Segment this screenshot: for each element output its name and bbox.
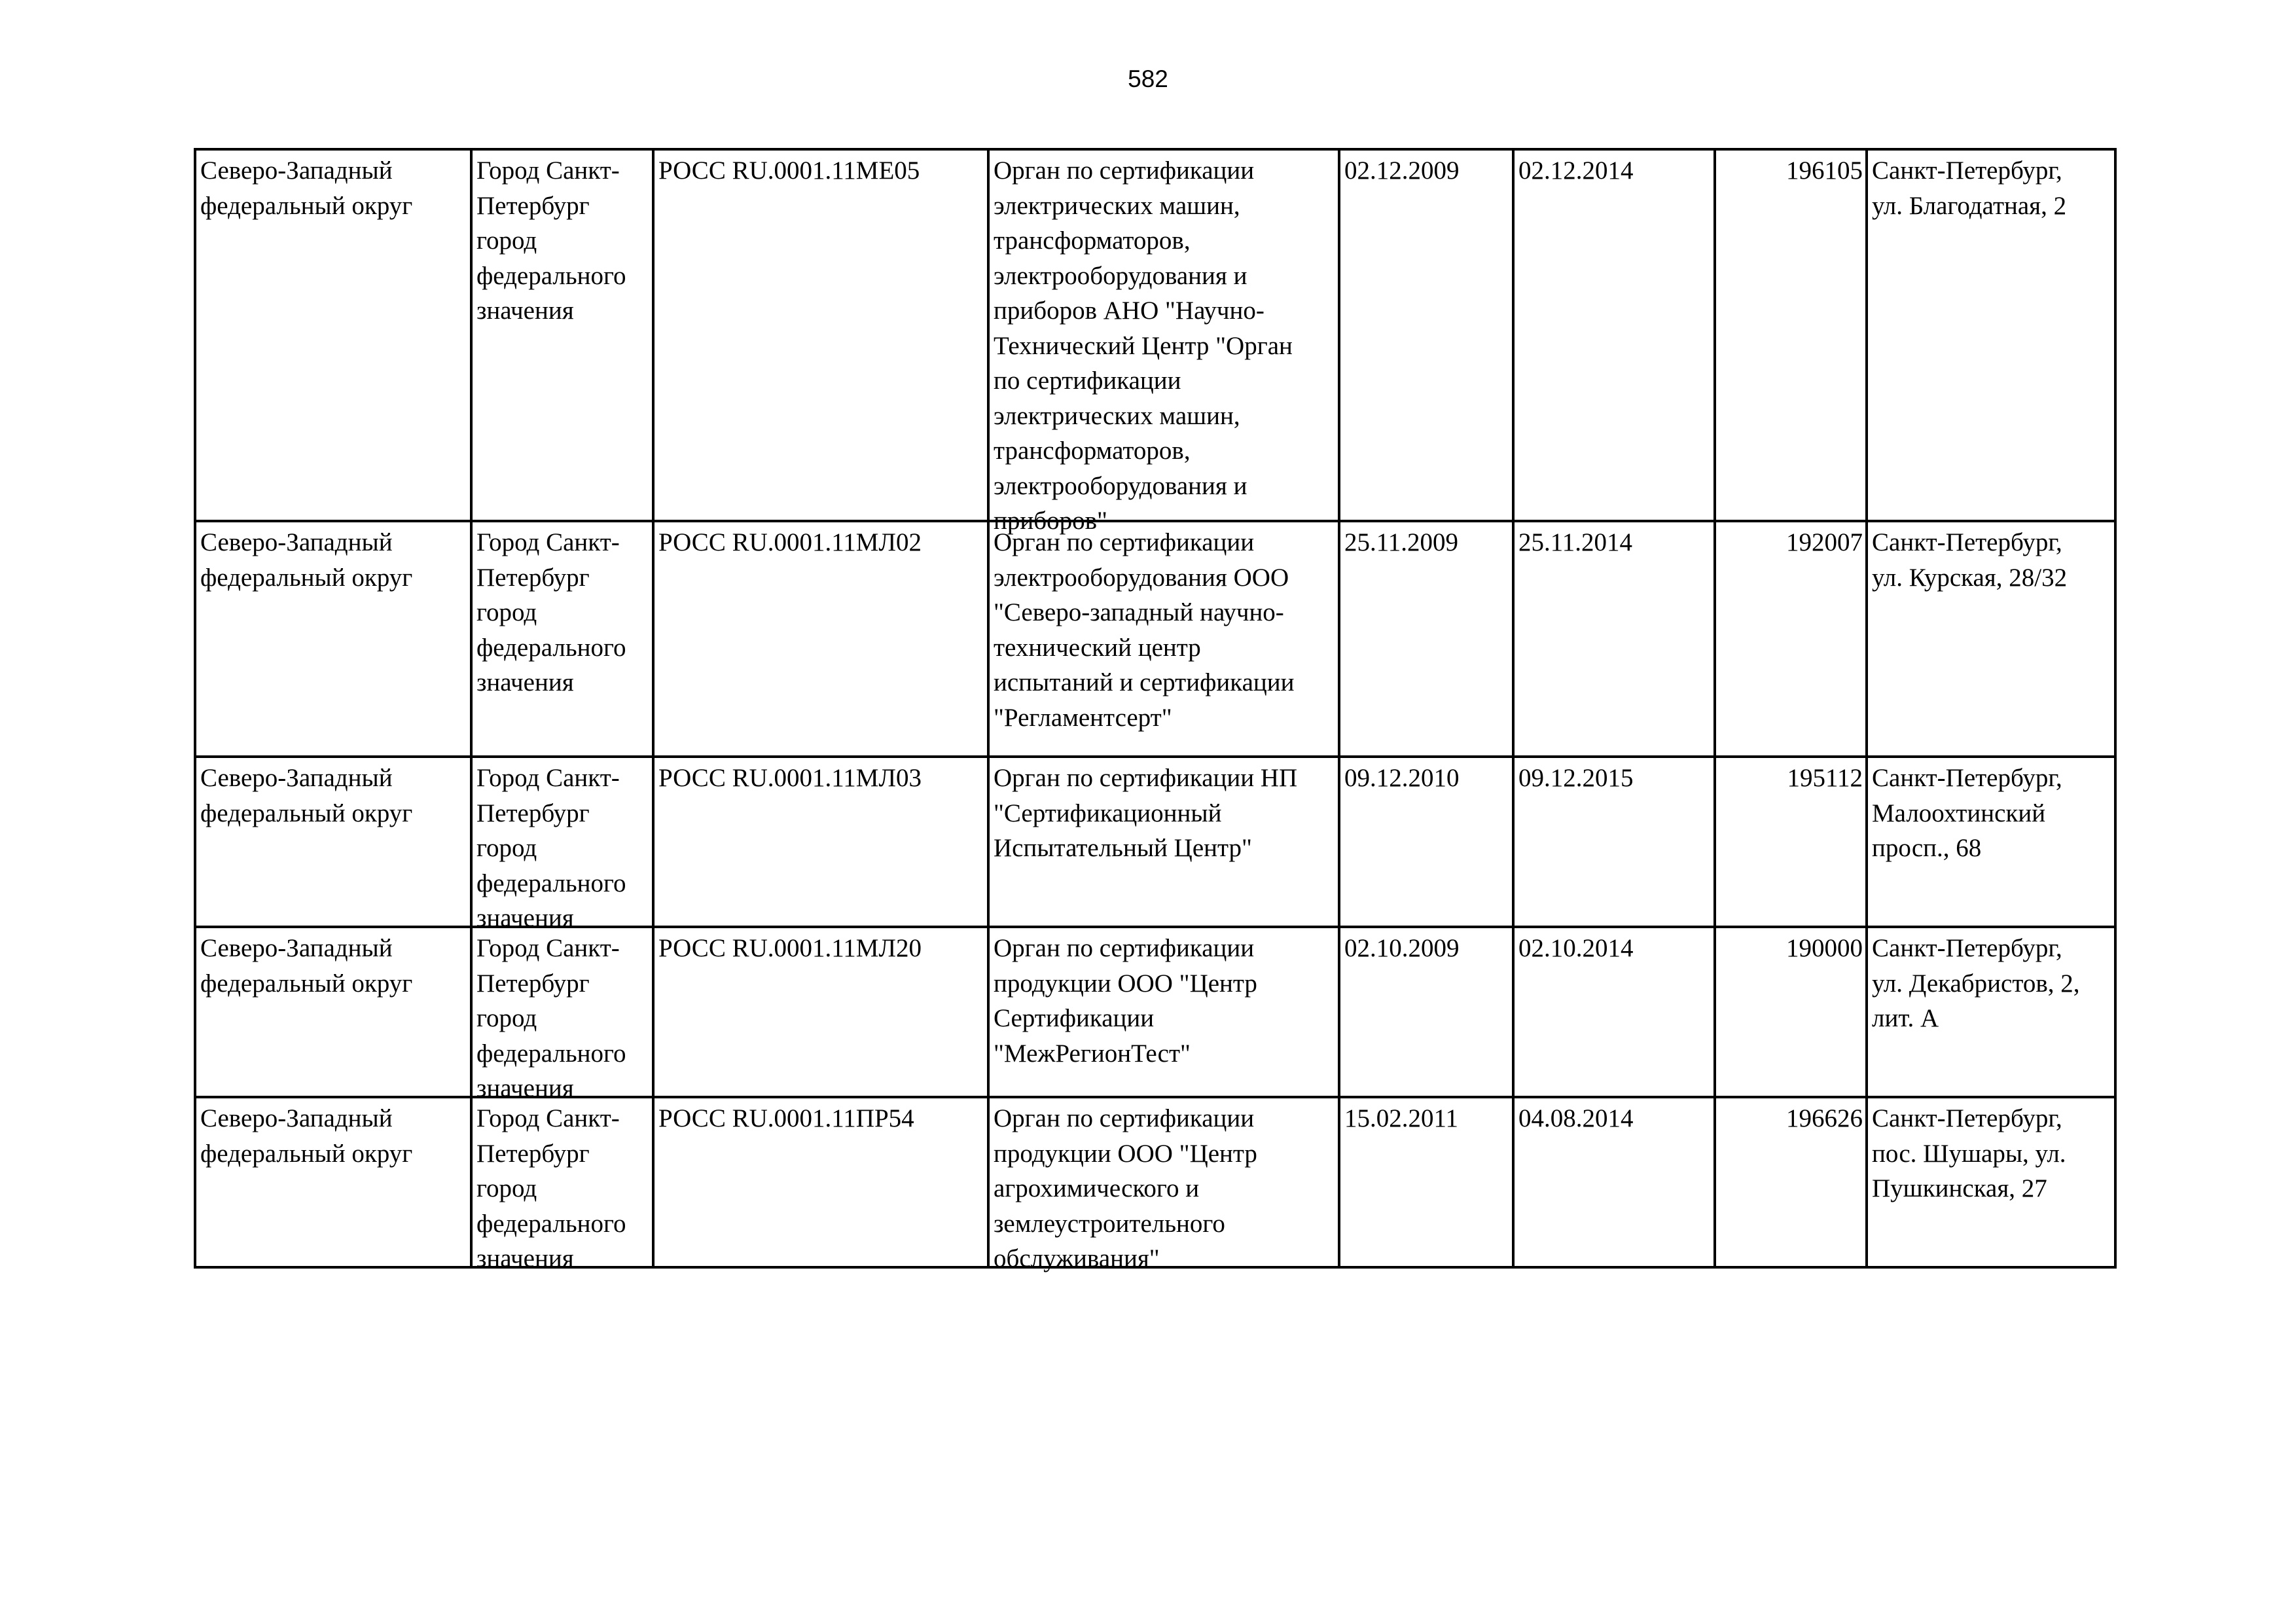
district-cell: Северо-Западный федеральный округ	[195, 927, 471, 1097]
postal-index-cell: 196626	[1715, 1097, 1867, 1267]
date-from-cell: 09.12.2010	[1339, 757, 1513, 927]
registration-number-cell: РОСС RU.0001.11ПР54	[653, 1097, 988, 1267]
region-cell: Город Санкт- Петербург город федерального значения	[471, 757, 653, 927]
registration-number-cell: РОСС RU.0001.11МЕ05	[653, 149, 988, 521]
organization-cell: Орган по сертификации НП "Сертификационный Испытательный Центр"	[988, 757, 1339, 927]
region-cell: Город Санкт- Петербург город федерального значения	[471, 149, 653, 521]
date-to-cell: 25.11.2014	[1513, 521, 1715, 757]
region-cell: Город Санкт- Петербург город федерального значения	[471, 927, 653, 1097]
postal-index-cell: 190000	[1715, 927, 1867, 1097]
organization-cell: Орган по сертификации электрических машин, трансформаторов, электрооборудования и приборов АНО "Научно- Технический Центр "Орган по сертификации электрических машин, трансформаторов, электрооборудования и приборов"	[988, 149, 1339, 521]
table-row	[195, 757, 2115, 927]
region-cell: Город Санкт- Петербург город федерального значения	[471, 1097, 653, 1267]
date-from-cell: 15.02.2011	[1339, 1097, 1513, 1267]
organization-cell: Орган по сертификации продукции ООО "Центр агрохимического и землеустроительного обслуживания"	[988, 1097, 1339, 1267]
organization-cell: Орган по сертификации продукции ООО "Центр Сертификации "МежРегионТест"	[988, 927, 1339, 1097]
registration-number-cell: РОСС RU.0001.11МЛ20	[653, 927, 988, 1097]
date-to-cell: 02.12.2014	[1513, 149, 1715, 521]
table-row	[195, 927, 2115, 1097]
registration-number-cell: РОСС RU.0001.11МЛ03	[653, 757, 988, 927]
address-cell: Санкт-Петербург, ул. Благодатная, 2	[1867, 149, 2115, 521]
date-from-cell: 02.10.2009	[1339, 927, 1513, 1097]
page-number: 582	[1128, 65, 1168, 92]
address-cell: Санкт-Петербург, ул. Курская, 28/32	[1867, 521, 2115, 757]
address-cell: Санкт-Петербург, Малоохтинский просп., 68	[1867, 757, 2115, 927]
address-cell: Санкт-Петербург, пос. Шушары, ул. Пушкинская, 27	[1867, 1097, 2115, 1267]
district-cell: Северо-Западный федеральный округ	[195, 1097, 471, 1267]
date-to-cell: 09.12.2015	[1513, 757, 1715, 927]
date-to-cell: 04.08.2014	[1513, 1097, 1715, 1267]
district-cell: Северо-Западный федеральный округ	[195, 149, 471, 521]
postal-index-cell: 192007	[1715, 521, 1867, 757]
registration-number-cell: РОСС RU.0001.11МЛ02	[653, 521, 988, 757]
region-cell: Город Санкт- Петербург город федерального значения	[471, 521, 653, 757]
date-from-cell: 25.11.2009	[1339, 521, 1513, 757]
district-cell: Северо-Западный федеральный округ	[195, 757, 471, 927]
table-row	[195, 1097, 2115, 1267]
district-cell: Северо-Западный федеральный округ	[195, 521, 471, 757]
date-from-cell: 02.12.2009	[1339, 149, 1513, 521]
table-row	[195, 149, 2115, 521]
certification-registry-table	[194, 148, 2117, 1272]
address-cell: Санкт-Петербург, ул. Декабристов, 2, лит. А	[1867, 927, 2115, 1097]
postal-index-cell: 196105	[1715, 149, 1867, 521]
table-row	[195, 521, 2115, 757]
postal-index-cell: 195112	[1715, 757, 1867, 927]
organization-cell: Орган по сертификации электрооборудования ООО "Северо-западный научно- технический центр испытаний и сертификации "Регламентсерт"	[988, 521, 1339, 757]
date-to-cell: 02.10.2014	[1513, 927, 1715, 1097]
